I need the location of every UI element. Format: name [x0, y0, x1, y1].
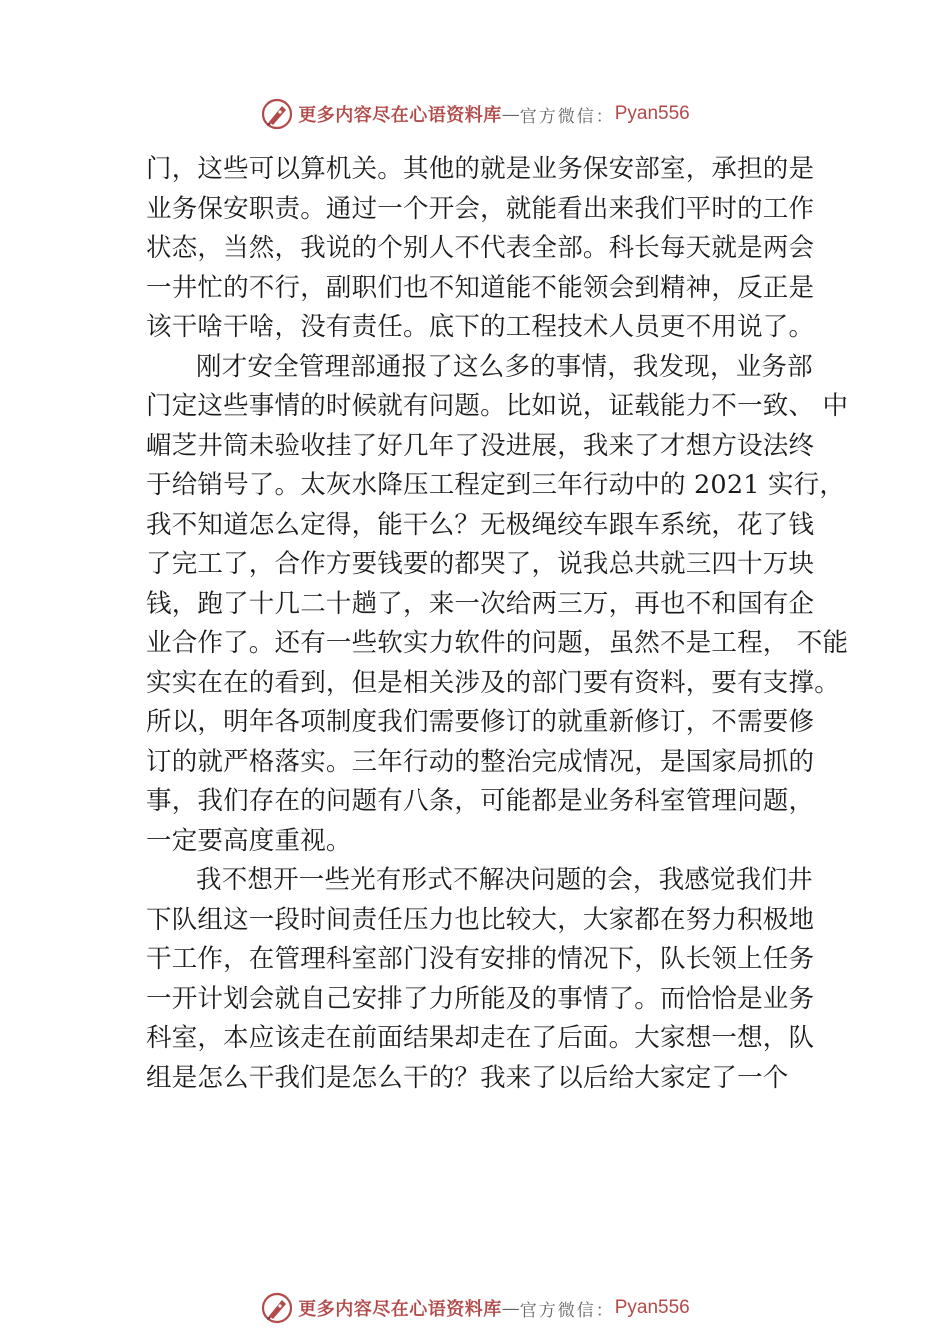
- body-line: 所以，明年各项制度我们需要修订的就重新修订，不需要修: [146, 707, 815, 737]
- pen-nib-logo-icon: [260, 97, 294, 131]
- body-line: 嵋芝井筒未验收挂了好几年了没进展，我来了才想方设法终: [146, 430, 815, 461]
- header-wechat-label: 官方微信：: [519, 106, 615, 127]
- body-line: 钱，跑了十几二十趟了，来一次给两三万，再也不和国有企: [146, 588, 815, 619]
- body-line: 门，这些可以算机关。其他的就是业务保安部室，承担的是: [146, 154, 815, 184]
- pen-nib-logo-icon: [260, 1291, 294, 1325]
- body-line: 组是怎么干我们是怎么干的？我来了以后给大家定了一个: [146, 1062, 789, 1093]
- body-line: 一定要高度重视。: [146, 825, 352, 856]
- body-line: 一开计划会就自己安排了力所能及的事情了。而恰恰是业务: [146, 983, 815, 1014]
- body-line: 实实在在的看到，但是相关涉及的部门要有资料，要有支撑。: [146, 667, 840, 698]
- footer-brand-text: 更多内容尽在心语资料库: [298, 1299, 502, 1320]
- body-line: 一井忙的不行，副职们也不知道能不能领会到精神，反正是: [146, 272, 815, 303]
- body-line: 了完工了，合作方要钱要的都哭了，说我总共就三四十万块: [146, 549, 815, 579]
- paragraph-start-line: 我不想开一些光有形式不解决问题的会，我感觉我们井: [196, 865, 813, 895]
- body-line: 干工作，在管理科室部门没有安排的情况下，队长领上任务: [146, 944, 815, 974]
- body-line: 订的就严格落实。三年行动的整治完成情况，是国家局抓的: [146, 746, 815, 777]
- body-line: 业务保安职责。通过一个开会，就能看出来我们平时的工作: [146, 193, 815, 224]
- header-wechat-id: Pyan556: [614, 103, 690, 124]
- body-line: 状态，当然，我说的个别人不代表全部。科长每天就是两会: [146, 233, 815, 263]
- body-line: 业合作了。还有一些软实力软件的问题，虽然不是工程， 不能: [146, 628, 849, 658]
- body-line: 于给销号了。太灰水降压工程定到三年行动中的 2021 实行，: [146, 470, 846, 500]
- body-line: 该干啥干啥，没有责任。底下的工程技术人员更不用说了。: [146, 312, 815, 342]
- body-line: 门定这些事情的时候就有问题。比如说，证载能力不一致、 中: [146, 391, 849, 421]
- header-banner: [0, 96, 950, 132]
- body-line: 事，我们存在的问题有八条，可能都是业务科室管理问题，: [146, 786, 815, 816]
- footer-separator: —: [501, 1297, 520, 1319]
- body-line: 下队组这一段时间责任压力也比较大，大家都在努力积极地: [146, 904, 815, 935]
- document-body: [146, 150, 849, 1098]
- paragraph-start-line: 刚才安全管理部通报了这么多的事情，我发现，业务部: [196, 351, 813, 382]
- footer-wechat-id: Pyan556: [614, 1297, 690, 1318]
- header-brand-text: 更多内容尽在心语资料库: [298, 105, 502, 126]
- body-line: 我不知道怎么定得，能干么？无极绳绞车跟车系统，花了钱: [146, 509, 815, 540]
- header-separator: —: [501, 103, 520, 125]
- footer-wechat-label: 官方微信：: [519, 1300, 615, 1321]
- body-line: 科室，本应该走在前面结果却走在了后面。大家想一想，队: [146, 1023, 815, 1053]
- footer-banner: [0, 1290, 950, 1326]
